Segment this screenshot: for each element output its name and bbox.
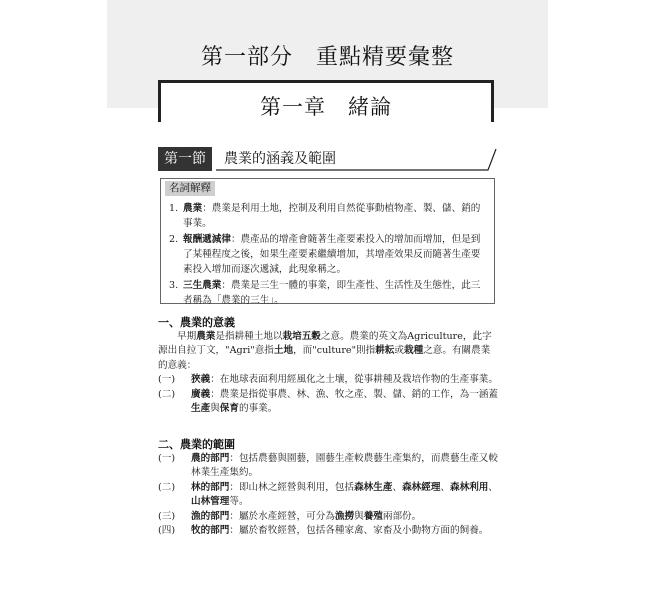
scope-item-fishery xyxy=(158,510,498,524)
text: 與 xyxy=(354,510,364,522)
glossary-term: 三生農業 xyxy=(183,280,222,291)
text: 或 xyxy=(394,345,404,357)
bold-text: 漁撈 xyxy=(334,510,355,522)
text: ：農業是指從事農、林、漁、牧之產、製、儲、銷的工作，為一涵蓋 xyxy=(210,388,498,400)
text: 與 xyxy=(210,403,220,415)
bold-text: 農業 xyxy=(196,331,216,342)
chapter-box xyxy=(158,80,494,122)
text: ：屬於畜牧經營，包括各種家禽、家畜及小動物方面的飼養。 xyxy=(229,525,489,537)
bold-text: 栽培五穀 xyxy=(282,331,321,342)
scope-heading: 二、農業的範圍 xyxy=(158,438,235,451)
bold-text: 耕耘 xyxy=(375,345,395,357)
bold-text: 森林利用 xyxy=(450,481,489,493)
scope-body xyxy=(158,452,498,538)
scope-item-agriculture xyxy=(158,452,498,481)
item-label: (二) xyxy=(158,388,176,400)
text: 早期 xyxy=(177,331,197,342)
meaning-narrow xyxy=(158,373,498,387)
chapter-title: 第一章 緒論 xyxy=(260,95,392,119)
text: ，而"culture"則指 xyxy=(293,345,376,357)
bold-text: 保育 xyxy=(219,403,239,415)
bold-text: 山林管理 xyxy=(191,496,230,508)
scope-item-livestock xyxy=(158,524,498,538)
glossary-definition: ：農業是三生一體的事業，即生產性、生活性及生態性，此三者稱為「農業的三生」。 xyxy=(183,280,481,306)
bold-text: 漁的部門 xyxy=(191,510,230,522)
item-label: (三) xyxy=(158,510,176,522)
text: ：屬於水產經營，可分為 xyxy=(229,510,335,522)
text: 之意。農業的英文為Agriculture，此字源出自拉丁文，"Agri"意指 xyxy=(158,331,492,357)
bold-text: 廣義 xyxy=(191,388,211,400)
glossary-definition: ：農產品的增產會隨著生產要素投入的增加而增加，但是到了某種程度之後，如果生產要素繼續增加，其增產效果反而隨著生產要素投入增加而逐次遞減，此現象稱之。 xyxy=(183,234,481,275)
bold-text: 森林經理 xyxy=(402,481,441,493)
text: 、 xyxy=(440,481,451,493)
glossary-item-number: 3. xyxy=(169,280,179,291)
bold-text: 土地 xyxy=(273,345,294,357)
item-label: (一) xyxy=(158,374,176,386)
bold-text: 栽種 xyxy=(404,345,424,357)
scope-item-forestry xyxy=(158,481,498,510)
text: ：即山林之經營與利用，包括 xyxy=(229,481,355,493)
bold-text: 農的部門 xyxy=(191,453,230,464)
meaning-heading: 一、農業的意義 xyxy=(158,316,235,329)
bold-text: 牧的部門 xyxy=(191,525,230,537)
bold-text: 生產 xyxy=(191,403,211,415)
item-label: (二) xyxy=(158,481,176,493)
text: ：在地球表面利用經風化之土壤，從事耕種及栽培作物的生產事業。 xyxy=(210,374,498,386)
part-title: 第一部分 重點精要彙整 xyxy=(200,45,454,70)
text: 是指耕種土地以 xyxy=(215,331,283,342)
item-label: (一) xyxy=(158,453,176,464)
text: 、 xyxy=(488,481,498,493)
item-label: (四) xyxy=(158,525,176,537)
section-title: 農業的涵義及範圍 xyxy=(224,151,336,167)
glossary-box xyxy=(160,178,495,304)
glossary-item xyxy=(169,201,489,231)
text: 等。 xyxy=(229,496,249,508)
glossary-list xyxy=(169,201,489,309)
glossary-item xyxy=(169,278,489,308)
text: 、 xyxy=(392,481,403,493)
bold-text: 養殖 xyxy=(363,510,383,522)
glossary-item-number: 1. xyxy=(169,203,179,214)
bold-text: 狹義 xyxy=(191,374,211,386)
text: 兩部份。 xyxy=(382,510,422,522)
text: 的事業。 xyxy=(238,403,278,415)
text: 之意。有關農業的意義： xyxy=(158,345,491,371)
glossary-term: 報酬遞減律 xyxy=(183,234,231,245)
bold-text: 森林生產 xyxy=(354,481,393,493)
glossary-item-number: 2. xyxy=(169,234,179,245)
meaning-broad xyxy=(158,388,498,417)
glossary-heading: 名詞解釋 xyxy=(165,181,215,196)
glossary-definition: ：農業是利用土地，控制及利用自然從事動植物產、製、儲、銷的事業。 xyxy=(183,203,481,229)
section-number: 第一節 xyxy=(164,151,206,167)
bold-text: 林的部門 xyxy=(191,481,230,493)
section-bar xyxy=(158,147,498,171)
meaning-paragraph xyxy=(158,330,498,373)
glossary-item xyxy=(169,232,489,277)
text: ：包括農藝與園藝，園藝生產較農藝生產集約，而農藝生產又較林業生產集約。 xyxy=(191,453,498,479)
glossary-term: 農業 xyxy=(183,203,203,214)
meaning-body xyxy=(158,330,498,416)
